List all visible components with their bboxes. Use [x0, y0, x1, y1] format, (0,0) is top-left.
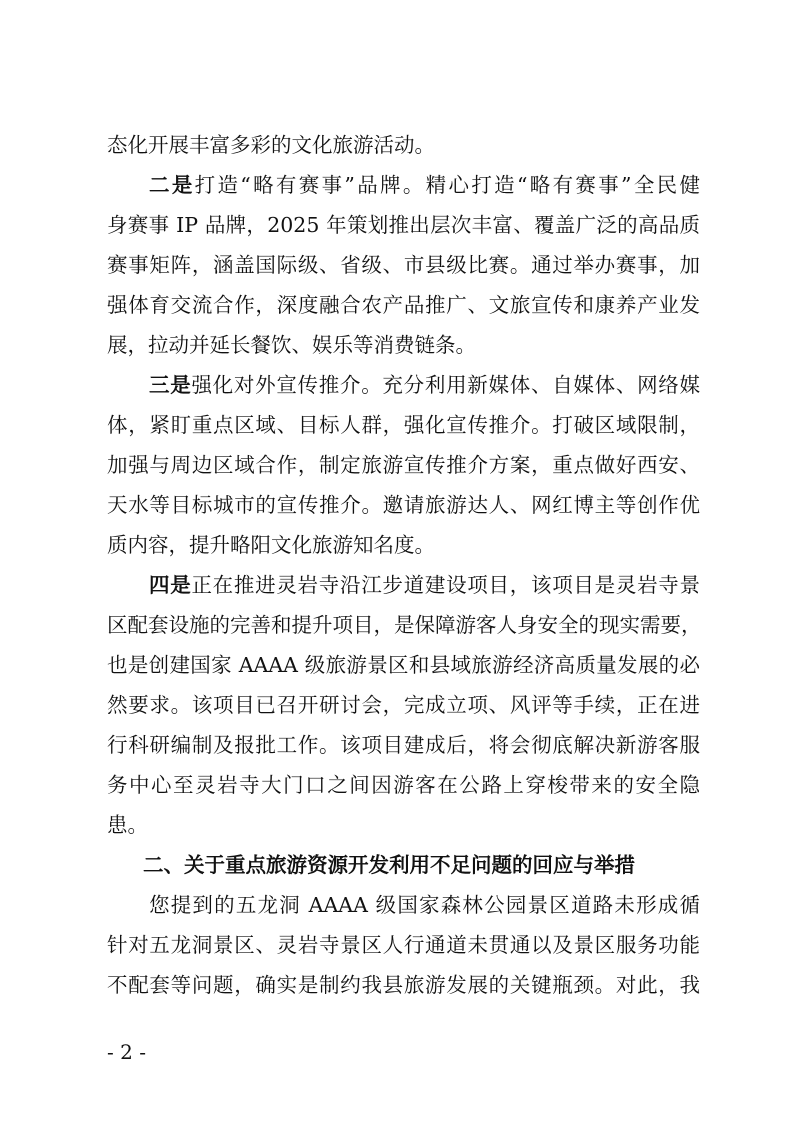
section-heading: 二、关于重点旅游资源开发利用不足问题的回应与举措: [143, 853, 635, 877]
paragraph-line: [107, 645, 700, 685]
paragraph-line: [107, 725, 700, 765]
paragraph-line: [107, 605, 700, 645]
document-body: [107, 125, 700, 1005]
line-text: 行科研编制及报批工作。该项目建成后，将会彻底解决新游客服: [107, 733, 700, 757]
paragraph-line: [107, 325, 700, 365]
line-text: 打造“略有赛事”品牌。精心打造“略有赛事”全民健: [194, 173, 701, 197]
line-text: 天水等目标城市的宣传推介。邀请旅游达人、网红博主等创作优: [107, 493, 700, 517]
line-text: 正在推进灵岩寺沿江步道建设项目，该项目是灵岩寺景: [191, 573, 701, 597]
paragraph-line: [107, 565, 700, 605]
paragraph-line: [107, 765, 700, 805]
line-text: 区配套设施的完善和提升项目，是保障游客人身安全的现实需要，: [107, 613, 702, 637]
line-text: 您提到的五龙洞 AAAA 级国家森林公园景区道路未形成循: [149, 893, 700, 917]
line-text: 赛事矩阵，涵盖国际级、省级、市县级比赛。通过举办赛事，加: [107, 253, 700, 277]
paragraph-lead: 三是: [149, 373, 192, 397]
line-text: 患。: [107, 813, 148, 837]
paragraph-line: [107, 365, 700, 405]
paragraph-line: [107, 445, 700, 485]
paragraph-line: [107, 245, 700, 285]
line-text: 然要求。该项目已召开研讨会，完成立项、风评等手续，正在进: [107, 693, 700, 717]
paragraph-lead: 二是: [149, 173, 195, 197]
line-text: 体，紧盯重点区域、目标人群，强化宣传推介。打破区域限制，: [107, 413, 700, 437]
line-text: 务中心至灵岩寺大门口之间因游客在公路上穿梭带来的安全隐: [107, 773, 700, 797]
paragraph-line: [107, 685, 700, 725]
paragraph-lead: 四是: [149, 573, 192, 597]
paragraph-line: [107, 485, 700, 525]
line-text: 也是创建国家 AAAA 级旅游景区和县域旅游经济高质量发展的必: [107, 653, 700, 677]
line-text: 强体育交流合作，深度融合农产品推广、文旅宣传和康养产业发: [107, 293, 700, 317]
paragraph-line: [107, 165, 700, 205]
paragraph-line: [107, 125, 700, 165]
line-text: 身赛事 IP 品牌，2025 年策划推出层次丰富、覆盖广泛的高品质: [107, 213, 700, 237]
paragraph-line: [107, 805, 700, 845]
line-text: 针对五龙洞景区、灵岩寺景区人行通道未贯通以及景区服务功能: [107, 933, 700, 957]
paragraph-line: [107, 205, 700, 245]
line-text: 展，拉动并延长餐饮、娱乐等消费链条。: [107, 333, 476, 357]
paragraph-line: [107, 525, 700, 565]
line-text: 加强与周边区域合作，制定旅游宣传推介方案，重点做好西安、: [107, 453, 700, 477]
line-text: 不配套等问题，确实是制约我县旅游发展的关键瓶颈。对此，我: [107, 973, 700, 997]
line-text: 态化开展丰富多彩的文化旅游活动。: [107, 133, 435, 157]
paragraph-line: [107, 405, 700, 445]
line-text: 质内容，提升略阳文化旅游知名度。: [107, 533, 435, 557]
paragraph-line: [107, 965, 700, 1005]
paragraph-line: [107, 925, 700, 965]
page-number: - 2 -: [107, 1040, 146, 1064]
line-text: 强化对外宣传推介。充分利用新媒体、自媒体、网络媒: [191, 373, 701, 397]
paragraph-line: [107, 885, 700, 925]
paragraph-line: [107, 285, 700, 325]
